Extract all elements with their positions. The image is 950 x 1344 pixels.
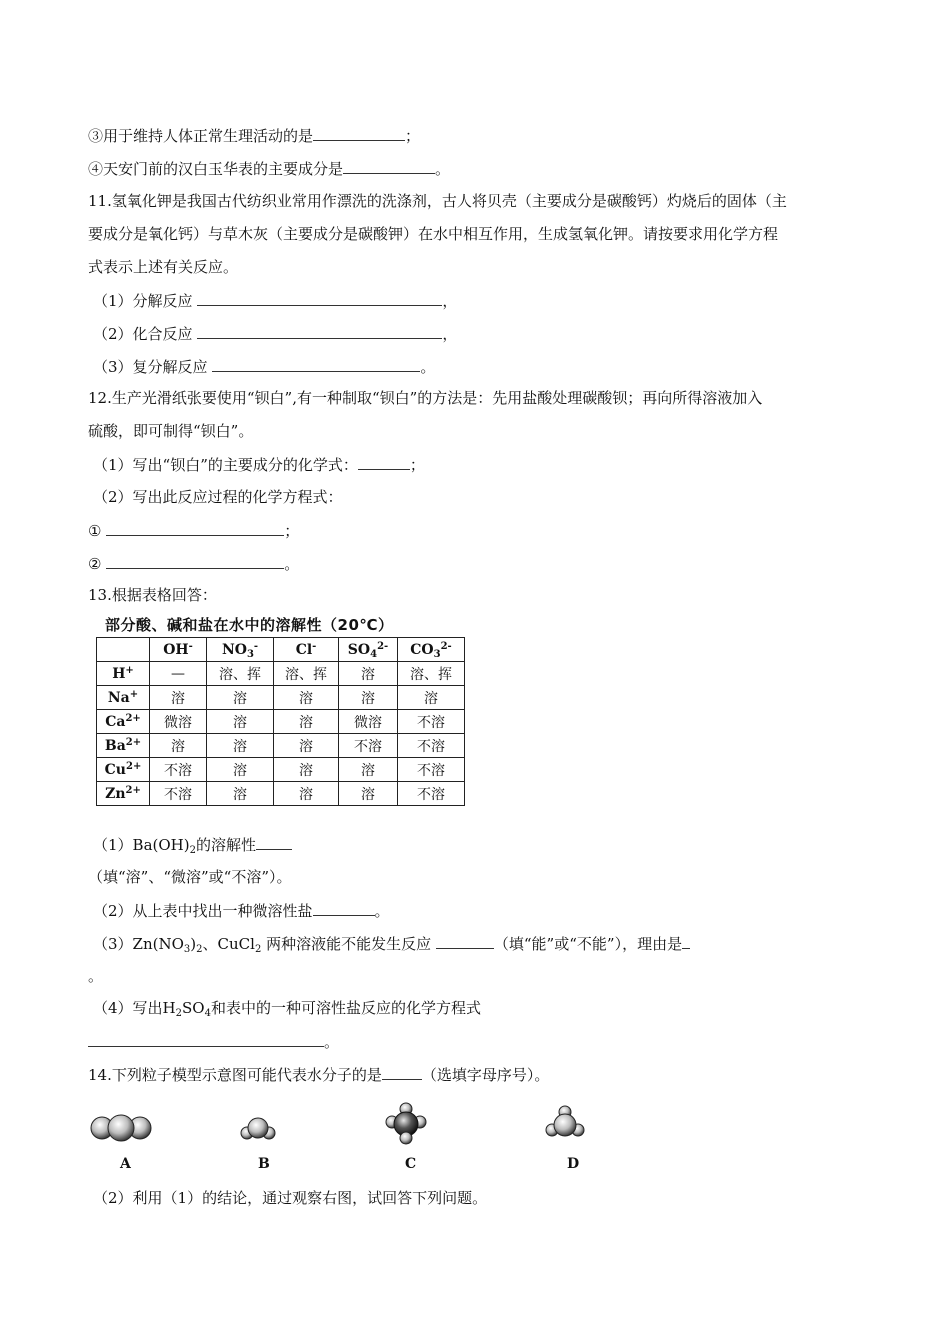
q13-part4-answer [88,1031,339,1052]
table-cell: 溶 [150,734,207,758]
table-cell: 溶 [274,710,339,734]
q13-part4 [93,998,481,1018]
cation-header: Na+ [97,686,150,710]
text: （1）写出“钡白”的主要成分的化学式： [93,456,358,474]
table-caption: 部分酸、碱和盐在水中的溶解性（20℃） [105,616,394,634]
text: ； [409,456,425,474]
table-row [97,734,465,758]
three-atom-linear-molecule-icon [88,1108,154,1148]
text: 、CuCl [202,935,255,953]
cation-header: $Zn^{2+}$ [97,782,150,806]
text: ① [88,522,102,540]
q13-part3 [93,933,690,954]
bent-three-atom-molecule-icon [238,1114,278,1144]
text: 和表中的一种可溶性盐反应的化学方程式 [210,999,481,1017]
anion-header: $SO_4^{2-}$ [339,638,398,662]
option-label-c: C [405,1156,417,1172]
q11-stem-line1: 11.氢氧化钾是我国古代纺织业常用作漂洗的洗涤剂，古人将贝壳（主要成分是碳酸钙）灼烧后的固体（主 [88,192,787,210]
answer-blank[interactable] [256,834,292,850]
text: （3）Zn(NO [93,935,184,953]
text: （2）从上表中找出一种微溶性盐 [93,902,313,920]
table-cell: 溶 [339,782,398,806]
q11-part2 [93,323,457,344]
text: ； [284,522,300,540]
text: SO [182,999,205,1017]
anion-header: $CO_3^{2-}$ [398,638,465,662]
table-cell: 溶 [274,686,339,710]
table-cell: 溶 [339,662,398,686]
anion-header: OH- [150,638,207,662]
q12-equation2 [88,553,299,574]
answer-blank[interactable] [197,323,442,339]
text: 。 [374,902,390,920]
answer-blank[interactable] [358,454,410,470]
subscript: 2 [175,1008,182,1019]
answer-blank[interactable] [88,1031,324,1047]
table-cell: 溶 [207,734,274,758]
option-label-b: B [258,1156,270,1172]
q11-part3 [93,356,435,377]
table-row [97,662,465,686]
table-corner-cell [97,638,150,662]
text: ④天安门前的汉白玉华表的主要成分是 [88,160,344,178]
table-cell: 微溶 [150,710,207,734]
text: （1）分解反应 [93,292,193,310]
answer-blank[interactable] [436,933,494,949]
text: ② [88,555,102,573]
q12-equation1 [88,520,299,541]
text: （2）化合反应 [93,325,193,343]
line-circle4 [88,158,450,179]
five-atom-molecule-icon [384,1102,428,1146]
answer-blank[interactable] [106,520,284,536]
cation-header: H+ [97,662,150,686]
table-cell: 溶、挥 [398,662,465,686]
text: ， [442,325,458,343]
text: 。 [435,160,451,178]
answer-blank[interactable] [313,900,375,916]
text: （4）写出H [93,999,176,1017]
text: 14.下列粒子模型示意图可能代表水分子的是 [88,1066,382,1084]
subscript: 2 [189,845,196,856]
table-cell: 不溶 [150,758,207,782]
table-cell: 溶 [339,686,398,710]
table-cell: 溶 [339,758,398,782]
table-cell: 不溶 [339,734,398,758]
text: （填“能”或“不能”），理由是 [493,935,683,953]
table-cell: 不溶 [398,758,465,782]
answer-blank[interactable] [106,553,284,569]
subscript: 4 [204,1008,211,1019]
text: 。 [284,555,300,573]
table-cell: 溶、挥 [274,662,339,686]
text: ， [442,292,458,310]
q11-stem-line2: 要成分是氧化钙）与草木灰（主要成分是碳酸钾）在水中相互作用，生成氢氧化钾。请按要求用化学方程 [88,225,779,243]
text: 的溶解性 [195,836,256,854]
subscript: 2 [196,944,203,955]
four-atom-molecule-icon [545,1104,585,1142]
q12-stem-line2: 硫酸，即可制得“钡白”。 [88,422,254,440]
q14-part2: （2）利用（1）的结论，通过观察右图，试回答下列问题。 [93,1189,488,1207]
table-cell: 不溶 [398,782,465,806]
q13-stem: 13.根据表格回答： [88,586,217,604]
table-cell: 溶 [274,734,339,758]
table-cell: 溶 [207,758,274,782]
q11-stem-line3: 式表示上述有关反应。 [88,258,239,276]
q13-part3-end: 。 [88,967,104,985]
table-cell: 溶 [274,782,339,806]
table-cell: 不溶 [398,710,465,734]
text: （3）复分解反应 [93,358,208,376]
q12-stem-line1: 12.生产光滑纸张要使用“钡白”,有一种制取“钡白”的方法是：先用盐酸处理碳酸钡；再向所得溶液加入 [88,389,763,407]
text: 。 [324,1033,340,1051]
table-cell: 溶 [274,758,339,782]
answer-blank[interactable] [382,1064,422,1080]
table-cell: 溶 [150,686,207,710]
cation-header: $Ca^{2+}$ [97,710,150,734]
table-header-row [97,638,465,662]
text: （1）Ba(OH) [93,836,190,854]
q12-part2: （2）写出此反应过程的化学方程式： [93,488,343,506]
table-cell: 溶 [398,686,465,710]
answer-blank[interactable] [343,158,435,174]
text: ) [190,935,197,953]
table-cell: 溶 [207,686,274,710]
solubility-table [96,637,465,806]
q13-part1 [93,834,292,855]
answer-blank[interactable] [212,356,420,372]
text: ③用于维持人体正常生理活动的是 [88,127,314,145]
anion-header: $NO_3^-$ [207,638,274,662]
q13-part2 [93,900,390,921]
table-row [97,758,465,782]
table-cell: 溶、挥 [207,662,274,686]
table-row [97,782,465,806]
answer-blank[interactable] [313,125,405,141]
table-cell: 不溶 [398,734,465,758]
text: 。 [420,358,436,376]
table-cell: — [150,662,207,686]
q14-stem [88,1064,549,1085]
answer-blank[interactable] [682,933,690,949]
table-cell: 溶 [207,710,274,734]
q12-part1 [93,454,425,475]
subscript: 3 [183,944,191,955]
table-cell: 溶 [207,782,274,806]
table-row [97,686,465,710]
text: ； [405,127,421,145]
line-circle3 [88,125,420,146]
table-row [97,710,465,734]
cation-header: $Ba^{2+}$ [97,734,150,758]
answer-blank[interactable] [197,290,442,306]
table-cell: 微溶 [339,710,398,734]
q13-fill-hint: （填“溶”、“微溶”或“不溶”）。 [88,868,292,886]
subscript: 2 [254,944,262,955]
text: （选填字母序号）。 [421,1066,550,1084]
cation-header: $Cu^{2+}$ [97,758,150,782]
q11-part1 [93,290,457,311]
text: 两种溶液能不能发生反应 [266,935,432,953]
option-label-d: D [567,1156,580,1172]
table-cell: 不溶 [150,782,207,806]
anion-header: Cl- [274,638,339,662]
option-label-a: A [120,1156,131,1172]
